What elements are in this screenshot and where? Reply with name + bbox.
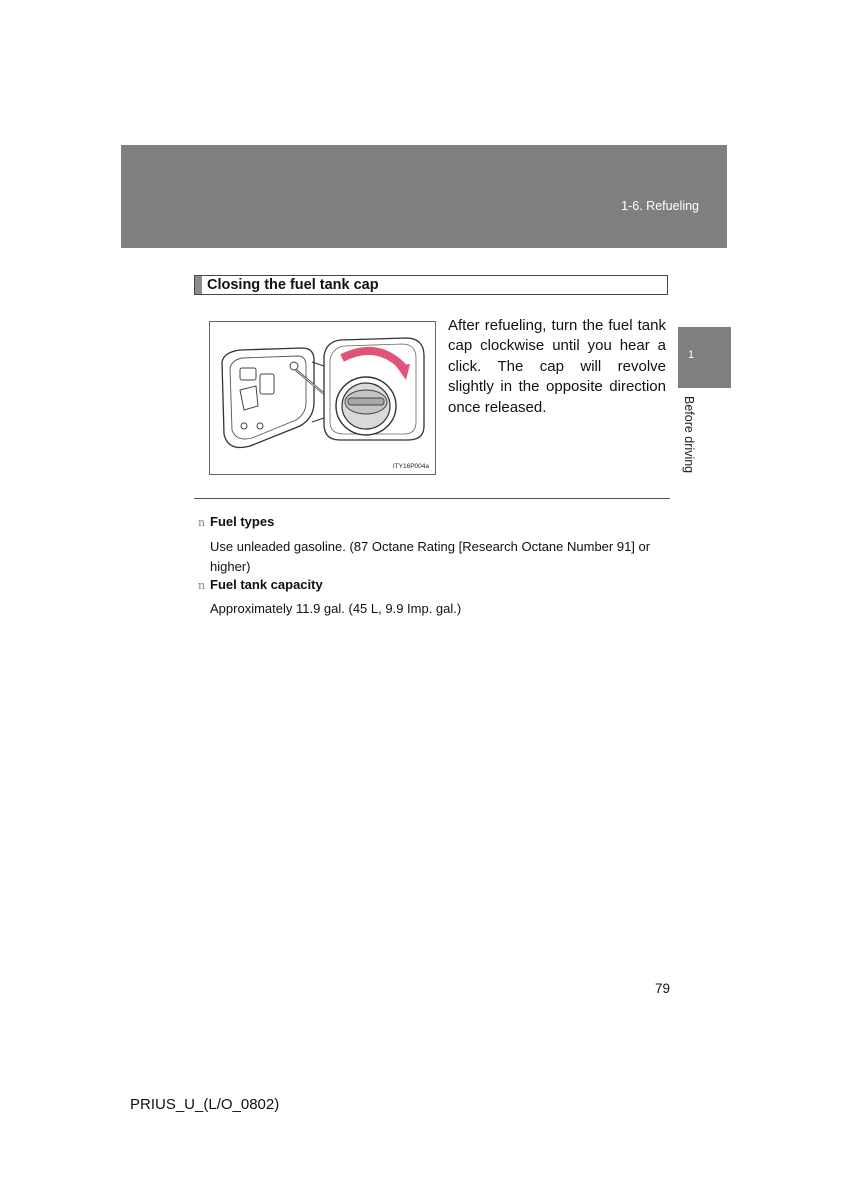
note-body-fuel-types: Use unleaded gasoline. (87 Octane Rating [Research Octane Number 91] or higher) [210,539,651,574]
header-band [121,145,727,248]
note-heading-text: Fuel types [210,514,275,529]
fuel-cap-illustration [209,321,436,475]
section-title: 1-6. Refueling [621,199,699,213]
chapter-tab [678,327,731,388]
note-heading-fuel-tank-capacity [198,577,323,592]
document-footer: PRIUS_U_(L/O_0802) [130,1096,280,1113]
figure-code: ITY16P004a [392,463,429,470]
fuel-door-drawing [210,322,437,476]
chapter-number: 1 [688,349,695,361]
heading-text: Closing the fuel tank cap [207,277,379,293]
bullet-glyph: n [198,579,206,592]
note-body-fuel-tank-capacity: Approximately 11.9 gal. (45 L, 9.9 Imp. gal.) [210,601,462,616]
bullet-glyph: n [198,516,206,529]
note-heading-fuel-types [198,514,274,529]
instruction-paragraph: After refueling, turn the fuel tank cap clockwise until you hear a click. The cap will revolve slightly in the opposite direction once released. [448,317,666,416]
subsection-heading [194,275,668,295]
page-number: 79 [655,981,671,996]
section-divider [194,498,670,499]
note-heading-text: Fuel tank capacity [210,577,323,592]
heading-marker [195,276,202,294]
chapter-label: Before driving [682,396,696,474]
